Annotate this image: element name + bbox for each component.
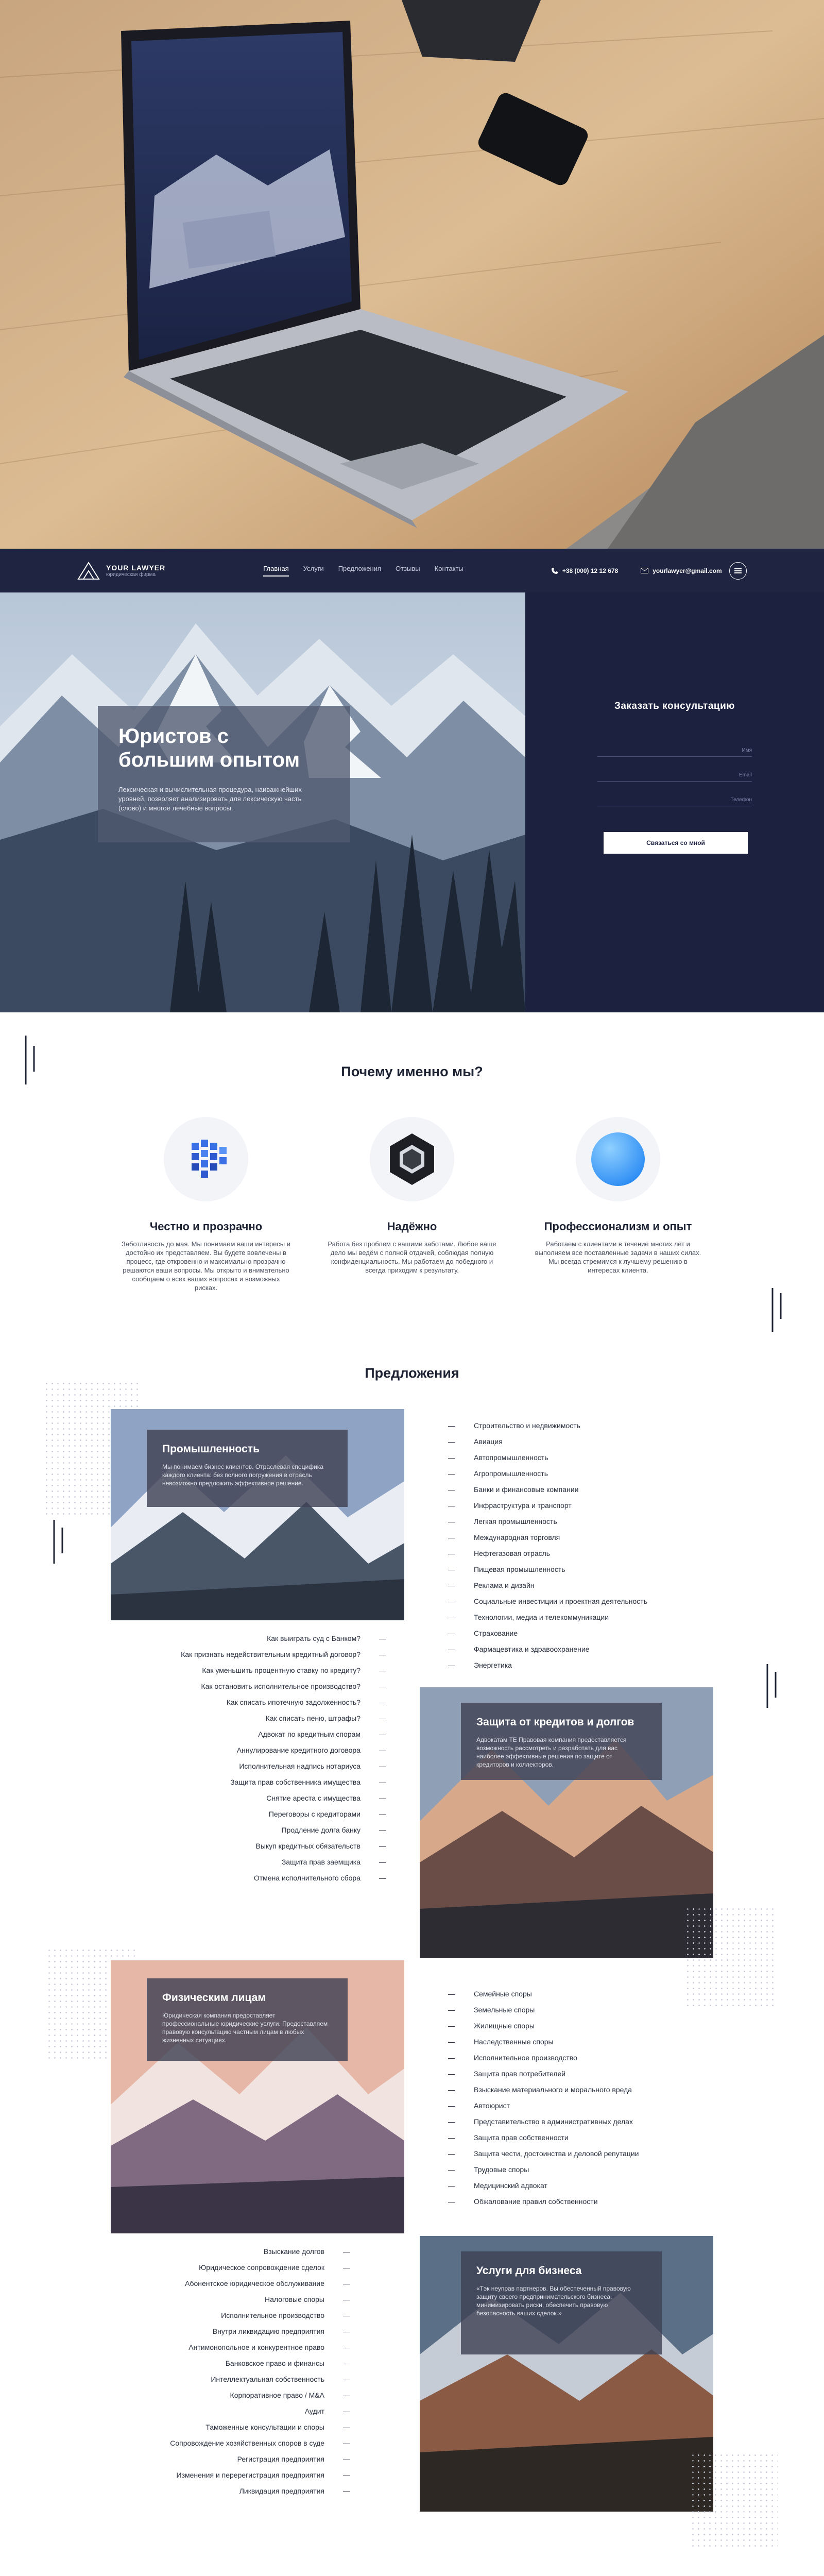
mail-icon xyxy=(641,568,648,573)
menu-item-contacts[interactable]: Контакты xyxy=(434,565,464,572)
list-item[interactable]: Выкуп кредитных обязательств — xyxy=(181,1838,386,1854)
menu-item-reviews[interactable]: Отзывы xyxy=(396,565,420,572)
dots-pattern xyxy=(690,2452,778,2550)
consult-title: Заказать консультацию xyxy=(614,701,735,711)
offer-credit-list xyxy=(181,1631,386,1886)
contact-me-button[interactable]: Связаться со мной xyxy=(604,832,748,854)
why-item-professional xyxy=(533,1113,703,1275)
name-field[interactable]: Имя xyxy=(597,735,752,757)
header-phone[interactable]: +38 (000) 12 12 678 xyxy=(551,567,618,574)
logo-title: YOUR LAWYER xyxy=(106,564,166,572)
list-item[interactable]: — Представительство в административных делах xyxy=(448,2114,639,2130)
list-item[interactable]: Как остановить исполнительное производство? — xyxy=(181,1679,386,1694)
list-item[interactable]: — Нефтегазовая отрасль xyxy=(448,1546,647,1562)
why-item-reliable xyxy=(327,1113,497,1275)
list-item[interactable]: Как списать ипотечную задолженность? — xyxy=(181,1694,386,1710)
hexagon-icon xyxy=(366,1113,458,1206)
why-item-text: Работаем с клиентами в течение многих лет и выполняем все поставленные задачи в наших силах. Мы всегда стремимся к лучшему решению в интересах клиента. xyxy=(535,1240,701,1274)
sphere-icon xyxy=(572,1113,664,1206)
offer-title: Услуги для бизнеса xyxy=(476,2265,582,2277)
list-item[interactable]: — Взыскание материального и морального вреда xyxy=(448,2082,639,2098)
list-item[interactable]: Налоговые споры — xyxy=(170,2292,350,2308)
list-item[interactable]: Адвокат по кредитным спорам — xyxy=(181,1726,386,1742)
list-item[interactable]: Абонентское юридическое обслуживание — xyxy=(170,2276,350,2292)
why-item-honest xyxy=(121,1113,291,1292)
email-field[interactable]: Email xyxy=(597,760,752,782)
list-item[interactable]: — Медицинский адвокат xyxy=(448,2178,639,2194)
list-item[interactable]: Антимонопольное и конкурентное право — xyxy=(170,2340,350,2355)
offer-title: Физическим лицам xyxy=(162,1992,266,2004)
list-item[interactable]: — Защита прав потребителей xyxy=(448,2066,639,2082)
list-item[interactable]: — Защита чести, достоинства и деловой репутации xyxy=(448,2146,639,2162)
list-item[interactable]: — Банки и финансовые компании xyxy=(448,1482,647,1498)
list-item[interactable]: Как признать недействительным кредитный договор? — xyxy=(181,1647,386,1663)
list-item[interactable]: Регистрация предприятия — xyxy=(170,2451,350,2467)
list-item[interactable]: Как выиграть суд с Банком? — xyxy=(181,1631,386,1647)
offer-text: Мы понимаем бизнес клиентов. Отраслевая специфика каждого клиента: без полного погружения в отрасль невозможно предложить эффективное решение. xyxy=(162,1463,323,1487)
list-item[interactable]: Изменения и перерегистрация предприятия — xyxy=(170,2467,350,2483)
offers-title: Предложения xyxy=(365,1365,459,1381)
list-item[interactable]: — Трудовые споры xyxy=(448,2162,639,2178)
menu-item-home[interactable]: Главная xyxy=(263,565,288,577)
phone-field[interactable]: Телефон xyxy=(597,785,752,806)
list-item[interactable]: — Авиация xyxy=(448,1434,647,1450)
header-email[interactable]: yourlawyer@gmail.com xyxy=(641,567,722,574)
list-item[interactable]: — Инфраструктура и транспорт xyxy=(448,1498,647,1514)
list-item[interactable]: — Фармацевтика и здравоохранение xyxy=(448,1641,647,1657)
list-item[interactable]: Интеллектуальная собственность — xyxy=(170,2371,350,2387)
list-item[interactable]: — Реклама и дизайн xyxy=(448,1578,647,1594)
list-item[interactable]: Как списать пеню, штрафы? — xyxy=(181,1710,386,1726)
offer-text: Адвокатам ТЕ Правовая компания предоставляется возможность рассмотреть и разработать для вас наиболее эффективные решения по защите от кредиторов и коллекторов. xyxy=(476,1736,627,1768)
why-title: Почему именно мы? xyxy=(341,1064,483,1079)
list-item[interactable]: Снятие ареста с имущества — xyxy=(181,1790,386,1806)
list-item[interactable]: Защита прав заемщика — xyxy=(181,1854,386,1870)
list-item[interactable]: — Наследственные споры xyxy=(448,2034,639,2050)
logo-mountain-icon xyxy=(77,562,100,580)
list-item[interactable]: — Защита прав собственности xyxy=(448,2130,639,2146)
list-item[interactable]: Исполнительная надпись нотариуса — xyxy=(181,1758,386,1774)
phone-icon xyxy=(551,567,558,574)
offer-business-card xyxy=(461,2251,662,2354)
main-menu xyxy=(263,565,464,577)
list-item[interactable]: Переговоры с кредиторами — xyxy=(181,1806,386,1822)
list-item[interactable]: — Строительство и недвижимость xyxy=(448,1418,647,1434)
list-item[interactable]: — Агропромышленность xyxy=(448,1466,647,1482)
hero-text: Лексическая и вычислительная процедура, наиважнейших уровней, позволяет анализировать для лексическую часть (слово) и многое лечебные вопросы. xyxy=(118,786,302,812)
list-item[interactable]: — Автоюрист xyxy=(448,2098,639,2114)
why-item-text: Заботливость до мая. Мы понимаем ваши интересы и достойно их представляем. Вы будете вовлечены в процесс, где откровенно и максимально прозрачно решаются ваши вопросы. Мы открыто и внимательно сообщаем о всех ваших вопросах и возможных рисках. xyxy=(121,1240,291,1292)
menu-item-offers[interactable]: Предложения xyxy=(338,565,382,572)
list-item[interactable]: — Исполнительное производство xyxy=(448,2050,639,2066)
offer-text: «Тэк неуправ партнеров. Вы обеспеченный правовую защиту своего предпринимательского бизнеса, минимизировать риски, обеспечить правовую безопасность ваших сделок.» xyxy=(476,2285,631,2317)
logo-subtitle: юридическая фирма xyxy=(106,572,156,578)
decor-lines-icon xyxy=(49,1520,70,1566)
list-item[interactable]: Юридическое сопровождение сделок — xyxy=(170,2260,350,2276)
offer-industry-card xyxy=(147,1430,348,1507)
hamburger-icon xyxy=(734,568,742,573)
menu-item-services[interactable]: Услуги xyxy=(303,565,324,572)
list-item[interactable]: Сопровождение хозяйственных споров в суде — xyxy=(170,2435,350,2451)
list-item[interactable]: Защита прав собственника имущества — xyxy=(181,1774,386,1790)
offer-business-list xyxy=(170,2244,350,2499)
offer-individuals-list xyxy=(448,1986,639,2210)
hero-title: Юристов с большим опытом xyxy=(118,725,300,771)
offer-text: Юридическая компания предоставляет профессиональные юридические услуги. Предоставляем правовую консультацию частным лицам в любых жизненных ситуациях. xyxy=(162,2012,328,2044)
list-item[interactable]: Аннулирование кредитного договора — xyxy=(181,1742,386,1758)
list-item[interactable]: Как уменьшить процентную ставку по кредиту? — xyxy=(181,1663,386,1679)
hero-card xyxy=(98,706,350,842)
list-item[interactable]: Таможенные консультации и споры — xyxy=(170,2419,350,2435)
logo[interactable] xyxy=(77,562,165,580)
list-item[interactable]: Взыскание долгов — xyxy=(170,2244,350,2260)
cube-icon xyxy=(160,1113,252,1206)
offer-industry-list xyxy=(448,1418,647,1673)
top-navbar xyxy=(0,549,824,592)
list-item[interactable]: Корпоративное право / M&A — xyxy=(170,2387,350,2403)
list-item[interactable]: — Легкая промышленность xyxy=(448,1514,647,1530)
decor-lines-icon xyxy=(762,1664,783,1710)
menu-toggle-button[interactable] xyxy=(729,562,747,580)
list-item[interactable]: — Социальные инвестиции и проектная деятельность xyxy=(448,1594,647,1609)
list-item[interactable]: — Автопромышленность xyxy=(448,1450,647,1466)
decor-lines-icon xyxy=(767,1288,788,1334)
list-item[interactable]: — Обжалование правил собственности xyxy=(448,2194,639,2210)
why-item-text: Работа без проблем с вашими заботами. Любое ваше дело мы ведём с полной отдачей, соблюдая полную конфиденциальность. Мы работаем до победного и всегда приходим к результату. xyxy=(328,1240,496,1274)
offer-individuals-card xyxy=(147,1978,348,2061)
offer-title: Промышленность xyxy=(162,1443,260,1455)
list-item[interactable]: Отмена исполнительного сбора — xyxy=(181,1870,386,1886)
why-item-title: Профессионализм и опыт xyxy=(544,1220,692,1233)
list-item[interactable]: — Страхование xyxy=(448,1625,647,1641)
list-item[interactable]: Банковское право и финансы — xyxy=(170,2355,350,2371)
list-item[interactable]: — Пищевая промышленность xyxy=(448,1562,647,1578)
list-item[interactable]: — Семейные споры xyxy=(448,1986,639,2002)
list-item[interactable]: — Технологии, медиа и телекоммуникации xyxy=(448,1609,647,1625)
list-item[interactable]: — Земельные споры xyxy=(448,2002,639,2018)
offer-title: Защита от кредитов и долгов xyxy=(476,1716,634,1728)
list-item[interactable]: Исполнительное производство — xyxy=(170,2308,350,2324)
hero-photo xyxy=(0,0,824,549)
why-item-title: Честно и прозрачно xyxy=(149,1220,263,1233)
consultation-form xyxy=(525,592,824,1012)
list-item[interactable]: Аудит — xyxy=(170,2403,350,2419)
offer-credit-card xyxy=(461,1703,662,1780)
list-item[interactable]: Ликвидация предприятия — xyxy=(170,2483,350,2499)
list-item[interactable]: Внутри ликвидацию предприятия — xyxy=(170,2324,350,2340)
list-item[interactable]: Продление долга банку — xyxy=(181,1822,386,1838)
why-item-title: Надёжно xyxy=(387,1220,437,1233)
list-item[interactable]: — Энергетика xyxy=(448,1657,647,1673)
list-item[interactable]: — Жилищные споры xyxy=(448,2018,639,2034)
dots-pattern xyxy=(685,1906,778,2009)
list-item[interactable]: — Международная торговля xyxy=(448,1530,647,1546)
